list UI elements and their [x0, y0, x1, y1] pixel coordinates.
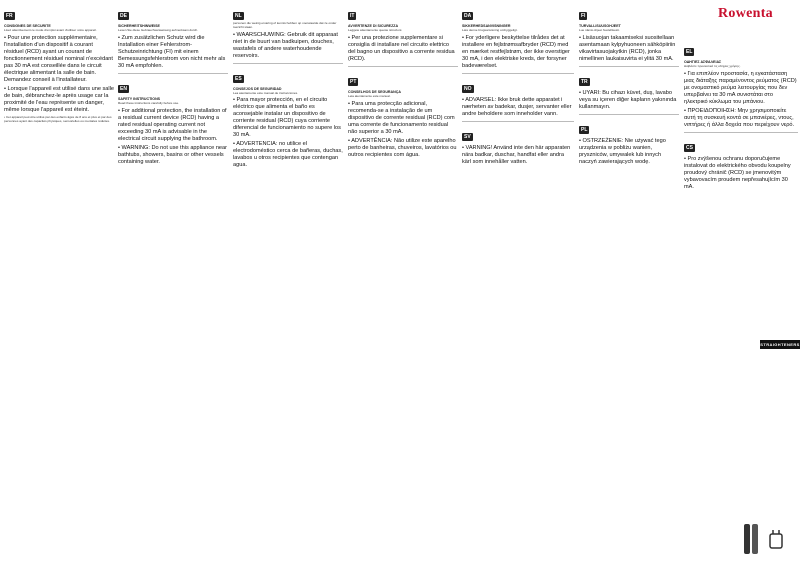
divider [348, 66, 458, 67]
warning-paragraph: • WAARSCHUWING: Gebruik dit apparaat niet in de buurt van badkuipen, douches, wastafels of andere waterhoudende reservoirs. [233, 31, 338, 59]
warning-paragraph: • Lorsque l'appareil est utilisé dans une salle de bain, débranchez-le après usage car la proximité de l'eau représente un danger, même lorsque l'appareil est éteint. [4, 85, 114, 113]
plug-icon [770, 530, 782, 548]
warning-paragraph: • ADVERTENCIA: no utilice el electrodoméstico cerca de bañeras, duchas, lavabos u otros recipientes que contengan agua. [233, 141, 343, 169]
divider [233, 63, 343, 64]
warning-paragraph: • Para uma protecção adicional, recomenda-se a instalação de um dispositivo de corrente residual (RCD) com uma corrente de funcionamento residual não superior a 30 mA. [348, 100, 455, 135]
section-heading: CONSEJOS DE SEGURIDAD [233, 86, 282, 91]
paragraph: Lea atentamente este manual de instrucciones. [233, 90, 299, 95]
paragraph: Διαβάστε προσεκτικά τις οδηγίες χρήσης. [684, 64, 741, 68]
section-heading: ΟΔΗΓΙΕΣ ΑΣΦΑΛΕΙΑΣ [684, 60, 722, 64]
language-badge: DE [120, 13, 127, 19]
section-heading: SIKKERHEDSANVISNINGER [462, 24, 511, 28]
warning-paragraph: • Per una protezione supplementare si consiglia di installare nel circuito elettrico del bagno un dispositivo a corrente residua (RCD). [348, 34, 455, 62]
column-1 [4, 4, 114, 562]
language-badge: IT [350, 13, 355, 19]
language-badge: DA [464, 13, 472, 19]
warning-paragraph: • Pro zvýšenou ochranu doporučujeme instalovat do elektrického obvodu koupelny proudový chránič (RCD) se jmenovitým vybavovacím proudem nepřesahujícím 30 mA. [684, 155, 791, 190]
paragraph: personen die weinig ervaring of kennis hebben op voorwaarde dat ze onder toezicht staan. [233, 21, 337, 29]
paragraph: Lisez attentivement ce mode d'emploi avant d'utiliser votre appareil. [4, 28, 97, 32]
language-badge: PT [350, 78, 357, 85]
brand-logo: Rowenta [718, 6, 773, 21]
language-badge: PL [581, 126, 588, 133]
section-heading: AVVERTENZE DI SICUREZZA [348, 24, 399, 28]
warning-paragraph: • Para mayor protección, en el circuito eléctrico que alimenta el baño es aconsejable instalar un dispositivo de corriente residual (RCD) cuya corriente diferencial de funcionamiento no supere los 30 mA. [233, 97, 341, 139]
section-heading: TURVALLISUUSOHJEET [579, 24, 621, 28]
product-illustrations [740, 520, 796, 560]
paragraph: Leia atentamente este manual. [348, 93, 391, 98]
language-badge: NL [235, 13, 242, 19]
warning-paragraph: • WARNING: Do not use this appliance near bathtubs, showers, basins or other vessels containing water. [118, 144, 228, 165]
straightener-icon [744, 524, 758, 554]
language-badge: SV [464, 133, 471, 140]
paragraph: Læs denne brugsanvisning omhyggeligt. [462, 28, 518, 32]
divider [462, 121, 574, 122]
warning-paragraph: • For yderligere beskyttelse tilrådes det at installere en fejlstrømsafbryder (RCD) med en mærket restfejlstrøm, der ikke overstiger 30 mA, i den elektriske kreds, der forsyner badeværelset. [462, 34, 570, 69]
language-badge: FR [6, 13, 13, 19]
warning-paragraph: • Zum zusätzlichen Schutz wird die Installation einer Fehlerstrom-Schutzeinrichtung (FI) mit einem Bemessungsfehlerstrom von nicht mehr als 30 mA empfohlen. [118, 34, 226, 69]
warning-paragraph: • OSTRZEŻENIE: Nie używać tego urządzenia w pobliżu wanien, pryszniców, umywalek lub innych naczyń zawierających wodę. [579, 137, 666, 165]
column-5 [462, 4, 574, 562]
divider [579, 114, 679, 115]
warning-paragraph: • For additional protection, the installation of a residual current device (RCD) having a rated residual operating current not exceeding 30 mA is advisable in the electrical circuit supplying the bathroom. [118, 107, 227, 142]
language-badge: NO [464, 85, 472, 92]
language-badge: EN [120, 85, 127, 92]
warning-paragraph: • VARNING! Använd inte den här apparaten nära badkar, duschar, handfat eller andra kärl som innehåller vatten. [462, 144, 571, 165]
warning-paragraph: • UYARI: Bu cihazı küvet, duş, lavabo veya su içeren diğer kapların yakınında kullanmayın. [579, 89, 677, 110]
paragraph: Lue nämä ohjeet huolellisesti. [579, 28, 620, 32]
section-heading: CONSIGNES DE SECURITE [4, 24, 51, 28]
language-badge: EL [686, 49, 693, 55]
warning-paragraph: • ADVERTÊNCIA: Não utilize este aparelho perto de banheiras, chuveiros, lavatórios ou outros recipientes com água. [348, 137, 457, 158]
paragraph: Read these instructions carefully before use. [118, 100, 180, 105]
section-heading: CONSELHOS DE SEGURANÇA [348, 89, 401, 94]
column-2 [118, 4, 228, 562]
language-badge: CS [686, 144, 693, 151]
language-badge: FI [581, 13, 586, 19]
divider [462, 73, 574, 74]
paragraph: Lesen Sie diese Gebrauchsanweisung aufmerksam durch. [118, 28, 199, 32]
section-tab: STRAIGHTENERS [760, 342, 800, 347]
paragraph: Leggete attentamente queste istruzioni. [348, 28, 403, 32]
language-badge: ES [235, 75, 242, 82]
column-3 [233, 4, 343, 562]
divider [684, 132, 798, 133]
column-7 [684, 40, 798, 510]
column-4 [348, 4, 458, 562]
divider [579, 66, 679, 67]
warning-paragraph: • Pour une protection supplémentaire, l'installation d'un dispositif à courant résiduel (RCD) ayant un courant de fonctionnement résiduel nominal n'excédant pas 30 mA est conseillée dans le circuit électrique alimentant la salle de bain. Demandez conseil à l'installateur. [4, 34, 113, 83]
divider [118, 73, 228, 74]
section-heading: SICHERHEITSHINWEISE [118, 24, 160, 28]
warning-paragraph: • ΠΡΟΕΙΔΟΠΟΙΗΣΗ: Μην χρησιμοποιείτε αυτή τη συσκευή κοντά σε μπανιέρες, ντους, νιπτήρες ή άλλα δοχεία που περιέχουν νερό. [684, 107, 795, 128]
warning-paragraph: • Για επιπλέον προστασία, η εγκατάσταση μιας διάταξης παραμένοντος ρεύματος (RCD) με ονομαστικό ρεύμα λειτουργίας που δεν υπερβαίνει τα 30 mA συνιστάται στο ηλεκτρικό κύκλωμα του μπάνιου. [684, 70, 797, 105]
paragraph: • Cet appareil peut être utilisé par des enfants âgés de 8 ans et plus et par des personnes ayant des capacités physiques, sensorielles ou mentales réduites. [4, 114, 112, 123]
warning-paragraph: • Lisäsuojan takaamiseksi suositellaan asentamaan kylpyhuoneen sähköpiiriin vikavirtasuojakytkin (RCD), jonka nimellinen laukaisuvirta ei ylitä 30 mA. [579, 34, 676, 62]
warning-paragraph: • ADVARSEL: Ikke bruk dette apparatet i nærheten av badekar, dusjer, servanter eller andre beholdere som inneholder vann. [462, 96, 572, 117]
section-heading: SAFETY INSTRUCTIONS [118, 96, 161, 101]
language-badge: TR [581, 78, 588, 85]
column-6 [579, 4, 679, 562]
